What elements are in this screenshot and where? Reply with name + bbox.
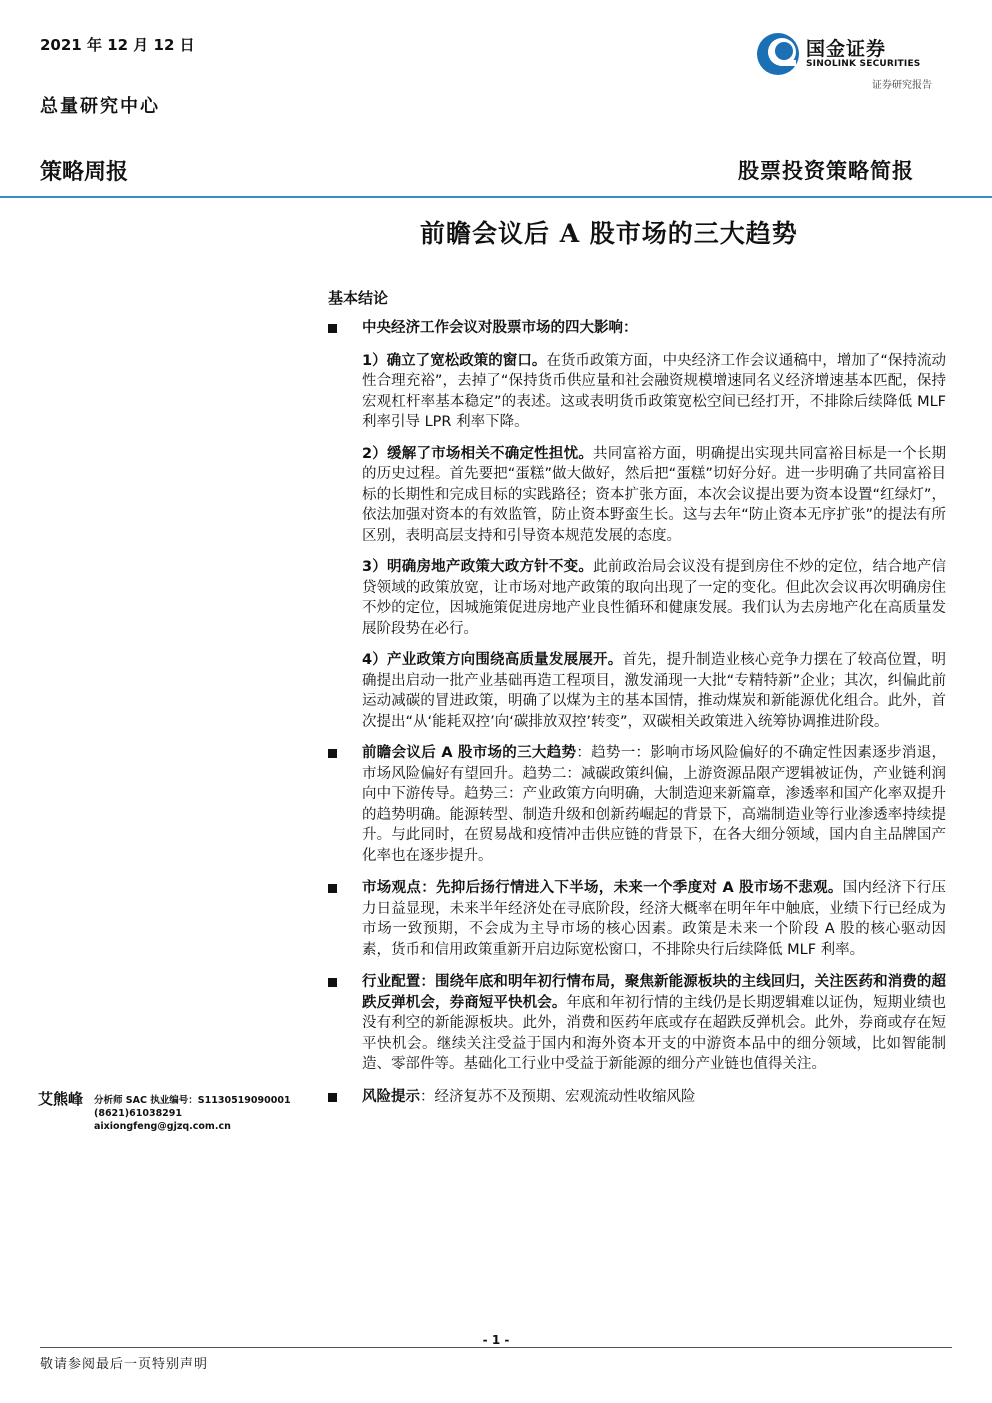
bullet-heading: 风险提示 [362, 1088, 420, 1105]
bullet-text: 年底和年初行情的主线仍是长期逻辑难以证伪，短期业绩也没有利空的新能源板块。此外，消费和医药年底或存在超跌反弹机会。此外，券商或存在短平快机会。继续关注受益于国内和海外资本开支的中游资本品中的细分领域，比如智能制造、零部件等。基础化工行业中受益于新能源的细分产业链也值得关注。 [362, 994, 946, 1072]
bullet-square-icon [328, 749, 337, 758]
bullet-item [328, 1087, 946, 1108]
author-name: 艾熊峰 [38, 1090, 84, 1108]
sub-item [328, 650, 946, 732]
logo-english-name: SINOLINK SECURITIES [806, 59, 921, 69]
sub-item [328, 444, 946, 547]
bullet-text: ：经济复苏不及预期、宏观流动性收缩风险 [420, 1088, 696, 1105]
bullet-heading: 行业配置：围绕年底和明年初行情布局，聚焦新能源板块的主线回归，关注医药和消费的超跌反弹机会，券商短平快机会。 [362, 974, 946, 1011]
bullet-heading: 中央经济工作会议对股票市场的四大影响： [362, 320, 638, 336]
sub-item [328, 557, 946, 639]
author-cert: 分析师 SAC 执业编号：S1130519090001 [94, 1095, 291, 1106]
footer-divider [40, 1347, 952, 1348]
sub-item [328, 351, 946, 433]
logo-chinese-name: 国金证券 [806, 38, 887, 60]
sub-item-heading: 4）产业政策方向围绕高质量发展展开。 [362, 652, 623, 668]
report-category: 股票投资策略简报 [738, 158, 914, 183]
conclusion-body [328, 318, 946, 1119]
research-center: 总量研究中心 [40, 96, 160, 117]
bullet-item [328, 972, 946, 1075]
logo-icon [754, 30, 802, 78]
bullet-square-icon [328, 884, 337, 893]
bullet-text: 国内经济下行压力日益显现，未来半年经济处在寻底阶段，经济大概率在明年年中触底，业绩下行已经成为市场一致预期，不会成为主导市场的核心因素。政策是未来一个阶段 A 股的核心驱动因素，货币和信用政策重新开启边际宽松窗口，不排除央行后续降低 MLF 利率。 [362, 880, 946, 958]
sub-item-text: 首先，提升制造业核心竞争力摆在了较高位置，明确提出启动一批产业基础再造工程项目，激发涌现一大批“专精特新”企业；其次，纠偏此前运动减碳的冒进政策，明确了以煤为主的基本国情，推动煤炭和新能源优化组合。此外，首次提出“从‘能耗双控’向‘碳排放双控’转变”，双碳相关政策进入统筹协调推进阶段。 [362, 652, 946, 730]
footer-disclaimer: 敬请参阅最后一页特别声明 [40, 1357, 209, 1372]
bullet-heading: 前瞻会议后 A 股市场的三大趋势 [362, 745, 577, 761]
bullet-square-icon [328, 324, 337, 333]
author-email[interactable]: aixiongfeng@gjzq.com.cn [94, 1121, 231, 1132]
report-date: 2021 年 12 月 12 日 [40, 36, 195, 54]
bullet-square-icon [328, 1093, 337, 1102]
section-title: 基本结论 [328, 289, 389, 307]
header-divider [0, 196, 992, 198]
bullet-item [328, 318, 946, 339]
author-phone: (8621)61038291 [94, 1108, 183, 1119]
bullet-heading: 市场观点：先抑后扬行情进入下半场，未来一个季度对 A 股市场不悲观。 [362, 880, 843, 896]
sub-item-text: 此前政治局会议没有提到房住不炒的定位，结合地产信贷领域的政策放宽，让市场对地产政策的取向出现了一定的变化。但此次会议再次明确房住不炒的定位，因城施策促进房地产业良性循环和健康发展。我们认为去房地产化在高质量发展阶段势在必行。 [362, 559, 947, 637]
report-title: 前瞻会议后 A 股市场的三大趋势 [420, 219, 798, 248]
sub-item-heading: 1）确立了宽松政策的窗口。 [362, 352, 547, 369]
sub-item-text: 共同富裕方面，明确提出实现共同富裕目标是一个长期的历史过程。首先要把“蛋糕”做大做好，然后把“蛋糕”切好分好。进一步明确了共同富裕目标的长期性和完成目标的实践路径；资本扩张方面，本次会议提出要为资本设置“红绿灯”，依法加强对资本的有效监管，防止资本野蛮生长。这与去年“防止资本无序扩张”的提法有所区别，表明高层支持和引导资本规范发展的态度。 [362, 445, 947, 544]
bullet-square-icon [328, 978, 337, 987]
report-type: 策略周报 [40, 160, 129, 185]
report-kind-label: 证券研究报告 [872, 80, 932, 91]
sub-item-text: 在货币政策方面，中央经济工作会议通稿中，增加了“保持流动性合理充裕”，去掉了“保持货币供应量和社会融资规模增速同名义经济增速基本匹配，保持宏观杠杆率基本稳定”的表述。这或表明货币政策宽松空间已经打开，不排除后续降低 MLF 利率引导 LPR 利率下降。 [362, 352, 947, 430]
author-info [94, 1094, 291, 1133]
bullet-item [328, 743, 946, 866]
bullet-text: ：趋势一：影响市场风险偏好的不确定性因素逐步消退，市场风险偏好有望回升。趋势二：减碳政策纠偏，上游资源品限产逻辑被证伪，产业链利润向中下游传导。趋势三：产业政策方向明确，大制造迎来新篇章，渗透率和国产化率双提升的趋势明确。能源转型、制造升级和创新药崛起的背景下，高端制造业等行业渗透率持续提升。与此同时，在贸易战和疫情冲击供应链的背景下，在各大细分领域，国内自主品牌国产化率也在逐步提升。 [362, 745, 946, 864]
sub-item-heading: 2）缓解了市场相关不确定性担忧。 [362, 445, 594, 462]
sub-item-heading: 3）明确房地产政策大政方针不变。 [362, 559, 594, 575]
page-number: - 1 - [482, 1333, 510, 1347]
bullet-item [328, 878, 946, 960]
